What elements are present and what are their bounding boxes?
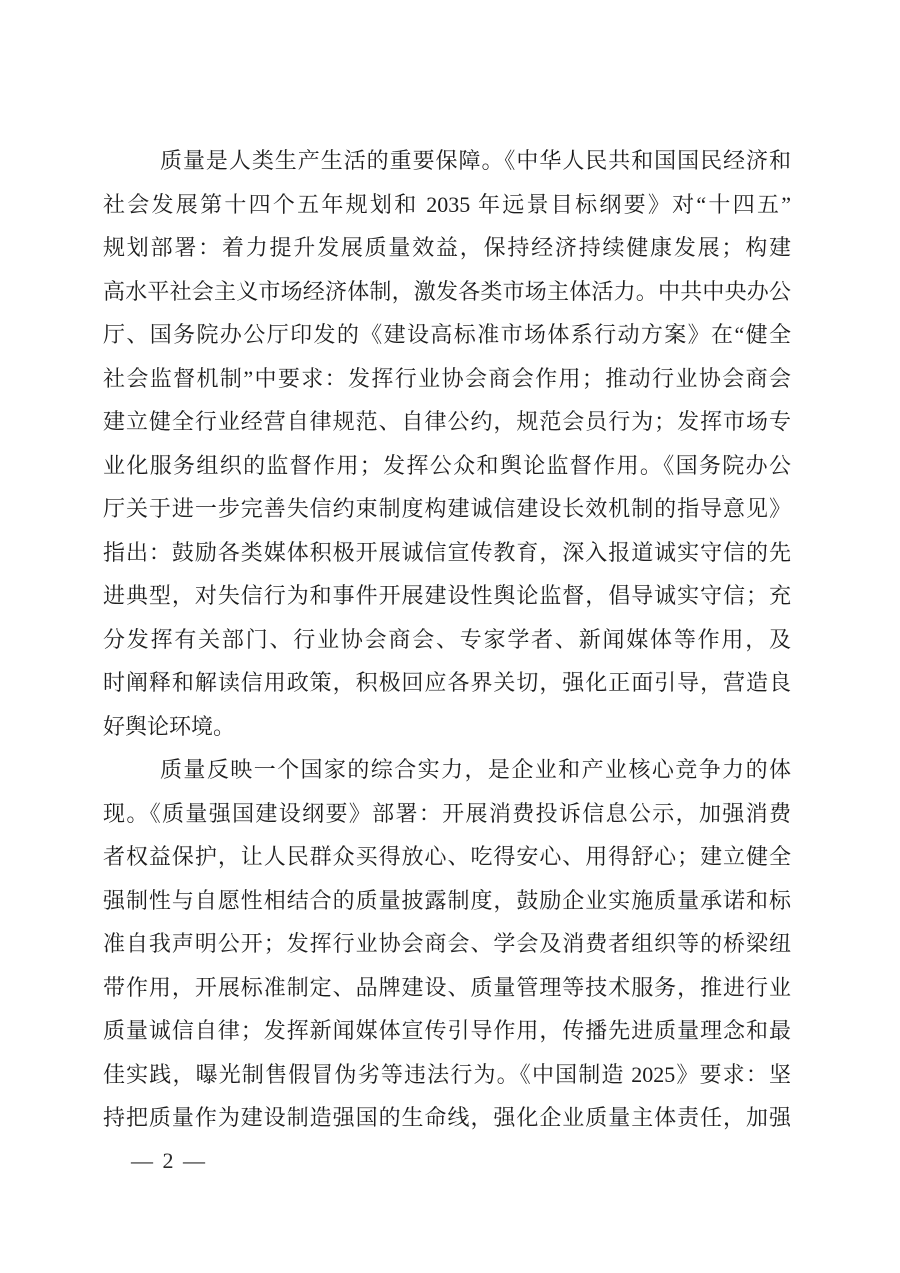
text-line: 业化服务组织的监督作用；发挥公众和舆论监督作用。《国务院办公	[103, 452, 791, 478]
text-line: 高水平社会主义市场经济体制，激发各类市场主体活力。中共中央办公	[103, 278, 791, 304]
page-number: — 2 —	[131, 1148, 207, 1173]
text-block	[103, 139, 791, 1140]
text-line: 者权益保护，让人民群众买得放心、吃得安心、用得舒心；建立健全	[103, 844, 791, 869]
text-line: 持把质量作为建设制造强国的生命线，强化企业质量主体责任，加强	[103, 1105, 791, 1130]
text-line: 现。《质量强国建设纲要》部署：开展消费投诉信息公示，加强消费	[103, 800, 791, 826]
text-line: 质量反映一个国家的综合实力，是企业和产业核心竞争力的体	[160, 757, 791, 782]
text-line: 佳实践，曝光制售假冒伪劣等违法行为。《中国制造 2025》要求：坚	[103, 1061, 791, 1087]
text-line: 质量诚信自律；发挥新闻媒体宣传引导作用，传播先进质量理念和最	[103, 1018, 791, 1043]
text-line: 厅、国务院办公厅印发的《建设高标准市场体系行动方案》在“健全	[103, 322, 791, 347]
text-line: 社会监督机制”中要求：发挥行业协会商会作用；推动行业协会商会	[103, 365, 791, 391]
text-line: 建立健全行业经营自律规范、自律公约，规范会员行为；发挥市场专	[103, 409, 791, 434]
text-line: 厅关于进一步完善失信约束制度构建诚信建设长效机制的指导意见》	[103, 496, 791, 521]
text-line: 指出：鼓励各类媒体积极开展诚信宣传教育，深入报道诚实守信的先	[103, 539, 791, 565]
text-line: 质量是人类生产生活的重要保障。《中华人民共和国国民经济和	[160, 148, 791, 173]
text-line: 强制性与自愿性相结合的质量披露制度，鼓励企业实施质量承诺和标	[103, 887, 791, 913]
text-line: 好舆论环境。	[103, 713, 236, 739]
text-line: 规划部署：着力提升发展质量效益，保持经济持续健康发展；构建	[103, 235, 791, 260]
text-line: 社会发展第十四个五年规划和 2035 年远景目标纲要》对“十四五”	[103, 191, 791, 217]
text-line: 进典型，对失信行为和事件开展建设性舆论监督，倡导诚实守信；充	[103, 583, 791, 608]
text-line: 时阐释和解读信用政策，积极回应各界关切，强化正面引导，营造良	[103, 670, 791, 695]
text-line: 带作用，开展标准制定、品牌建设、质量管理等技术服务，推进行业	[103, 974, 791, 1000]
text-line: 准自我声明公开；发挥行业协会商会、学会及消费者组织等的桥梁纽	[103, 931, 791, 956]
text-line: 分发挥有关部门、行业协会商会、专家学者、新闻媒体等作用，及	[103, 626, 791, 652]
